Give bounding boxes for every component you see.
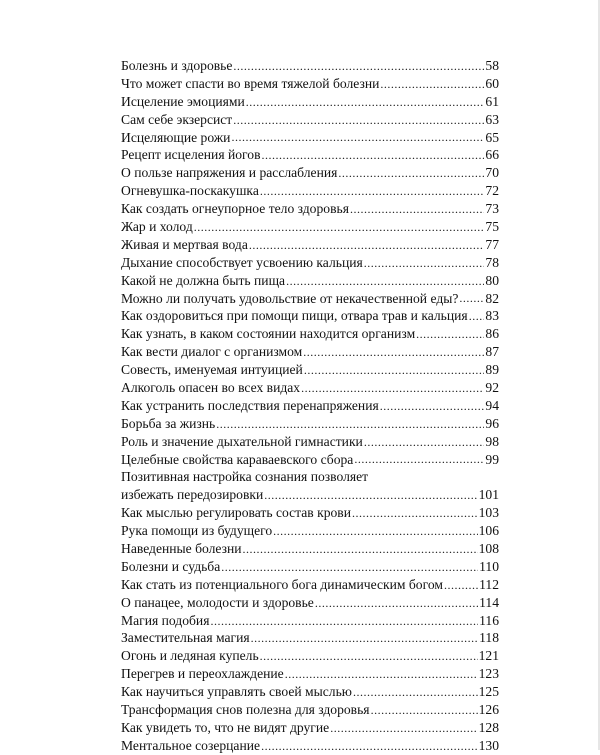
toc-entry-page: 77 [485, 236, 499, 252]
toc-entry-page: 128 [478, 719, 499, 735]
dot-leader [301, 381, 484, 397]
toc-entry-title: Как вести диалог с организмом [121, 344, 303, 360]
toc-entry-page: 72 [485, 183, 499, 199]
toc-entry-title: О пользе напряжения и расслабления [121, 165, 338, 181]
toc-entry[interactable] [121, 594, 499, 612]
toc-entry[interactable] [121, 254, 499, 272]
toc-entry-page: 114 [479, 594, 499, 610]
toc-entry-title: Дыхание способствует усвоению кальция [121, 254, 363, 270]
dot-leader [444, 578, 478, 594]
toc-entry[interactable] [121, 146, 499, 164]
toc-entry-page: 65 [485, 129, 499, 145]
toc-entry-page: 83 [485, 308, 499, 324]
toc-list-part2 [121, 504, 499, 754]
dot-leader [315, 596, 478, 612]
toc-entry[interactable] [121, 433, 499, 451]
dot-leader [364, 256, 485, 272]
toc-entry-page: 89 [485, 362, 499, 378]
toc-entry-page: 63 [485, 111, 499, 127]
toc-entry-title: Заместительная магия [121, 630, 250, 646]
toc-entry-title: О панацее, молодости и здоровье [121, 594, 314, 610]
dot-leader [264, 488, 477, 504]
dot-leader [380, 399, 485, 415]
toc-entry-title: Жар и холод [121, 219, 193, 234]
toc-entry[interactable] [121, 290, 499, 308]
toc-entry[interactable] [121, 719, 499, 737]
toc-entry-page: 87 [485, 344, 499, 360]
dot-leader [354, 452, 484, 468]
toc-entry[interactable] [121, 683, 499, 701]
toc-entry-title: Огневушка-поскакушка [121, 183, 259, 199]
toc-entry-page: 80 [485, 272, 499, 288]
toc-entry-title: Совесть, именуемая интуицией [121, 362, 303, 378]
toc-entry-title: Как мыслью регулировать состав крови [121, 505, 351, 521]
toc-entry[interactable] [121, 665, 499, 683]
toc-entry-title: Роль и значение дыхательной гимнастики [121, 433, 363, 449]
toc-entry-title: Наведенные болезни [121, 541, 242, 557]
toc-entry[interactable] [121, 630, 499, 648]
toc-entry-title-line2: избежать передозировки [121, 487, 264, 503]
dot-leader [233, 59, 484, 75]
toc-entry[interactable] [121, 522, 499, 540]
toc-entry-page: 96 [485, 415, 499, 431]
dot-leader [330, 721, 477, 737]
dot-leader [469, 309, 485, 325]
toc-entry-page: 94 [485, 397, 499, 413]
table-of-contents [121, 57, 499, 755]
toc-entry-page: 98 [485, 433, 499, 449]
toc-entry[interactable] [121, 111, 499, 129]
dot-leader [371, 703, 478, 719]
toc-entry-title: Болезнь и здоровье [121, 57, 233, 73]
toc-entry[interactable] [121, 57, 499, 75]
toc-entry-page: 58 [485, 57, 499, 73]
toc-entry-title: Как узнать, в каком состоянии находится организм [121, 326, 416, 342]
toc-entry[interactable] [121, 343, 499, 361]
toc-entry-title: Исцеляющие рожи [121, 129, 231, 145]
toc-entry-title: Рецепт исцеления йогов [121, 147, 261, 163]
toc-entry-title: Борьба за жизнь [121, 415, 216, 431]
toc-entry-page: 82 [485, 290, 499, 306]
toc-entry-page: 110 [479, 558, 499, 574]
toc-entry[interactable] [121, 647, 499, 665]
dot-leader [246, 95, 485, 111]
toc-entry[interactable] [121, 468, 499, 504]
dot-leader [216, 417, 484, 433]
toc-entry[interactable] [121, 218, 499, 236]
dot-leader [260, 184, 485, 200]
toc-entry[interactable] [121, 200, 499, 218]
toc-entry[interactable] [121, 325, 499, 343]
toc-entry-page: 101 [478, 487, 499, 503]
dot-leader [261, 739, 478, 755]
toc-entry-title: Трансформация снов полезна для здоровья [121, 702, 370, 718]
dot-leader [338, 166, 484, 182]
toc-entry-page: 66 [485, 147, 499, 163]
dot-leader [243, 542, 478, 558]
dot-leader [416, 327, 484, 343]
toc-entry-page: 130 [478, 737, 499, 753]
toc-entry-title: Как увидеть то, что не видят другие [121, 719, 330, 735]
toc-entry-page: 121 [478, 648, 499, 664]
toc-entry-page: 123 [478, 666, 499, 682]
toc-entry-page: 103 [478, 505, 499, 521]
toc-entry-title: Перегрев и переохлаждение [121, 666, 284, 682]
toc-entry[interactable] [121, 612, 499, 630]
dot-leader [273, 524, 477, 540]
dot-leader [221, 560, 478, 576]
toc-entry[interactable] [121, 576, 499, 594]
dot-leader [353, 685, 478, 701]
toc-entry[interactable] [121, 236, 499, 254]
dot-leader [304, 363, 485, 379]
toc-entry[interactable] [121, 379, 499, 397]
toc-entry[interactable] [121, 164, 499, 182]
toc-entry-page: 125 [478, 684, 499, 700]
toc-entry-title: Ментальное созерцание [121, 737, 261, 753]
toc-entry-title: Магия подобия [121, 612, 210, 628]
toc-entry-title: Рука помощи из будущего [121, 523, 273, 539]
dot-leader [285, 667, 478, 683]
toc-entry-title: Как оздоровиться при помощи пищи, отвара трав и кальция [121, 308, 468, 324]
dot-leader [249, 238, 485, 254]
toc-entry-page: 118 [479, 630, 499, 646]
toc-entry-title: Какой не должна быть пища [121, 272, 286, 288]
toc-entry[interactable] [121, 397, 499, 415]
toc-entry-page: 106 [478, 523, 499, 539]
toc-entry[interactable] [121, 540, 499, 558]
toc-entry-page: 86 [485, 326, 499, 342]
toc-entry-page: 126 [478, 702, 499, 718]
dot-leader [262, 148, 485, 164]
toc-entry-page: 108 [478, 541, 499, 557]
toc-entry[interactable] [121, 451, 499, 469]
toc-entry-title: Как устранить последствия перенапряжения [121, 397, 379, 413]
toc-entry[interactable] [121, 93, 499, 111]
toc-entry-title: Что может спасти во время тяжелой болезни [121, 75, 380, 91]
dot-leader [459, 291, 484, 307]
toc-entry-page: 61 [485, 93, 499, 109]
dot-leader [260, 649, 478, 665]
toc-entry-title: Болезни и судьба [121, 558, 221, 574]
toc-entry-title: Исцеление эмоциями [121, 93, 245, 109]
dot-leader [251, 631, 478, 647]
toc-entry-page: 70 [485, 165, 499, 181]
toc-entry[interactable] [121, 558, 499, 576]
toc-entry[interactable] [121, 75, 499, 93]
dot-leader [210, 614, 478, 630]
dot-leader [352, 506, 478, 522]
toc-list-part1 [121, 57, 499, 468]
dot-leader [350, 202, 484, 218]
toc-entry[interactable] [121, 129, 499, 147]
dot-leader [233, 113, 484, 129]
toc-entry-title: Живая и мертвая вода [121, 236, 248, 252]
toc-entry[interactable] [121, 272, 499, 290]
dot-leader [231, 130, 484, 146]
dot-leader [286, 274, 484, 290]
toc-entry[interactable] [121, 701, 499, 719]
dot-leader [194, 220, 485, 236]
toc-entry-page: 92 [485, 380, 499, 396]
toc-entry-title: Алкоголь опасен во всех видах [121, 380, 301, 396]
toc-entry[interactable] [121, 737, 499, 755]
toc-entry-page: 78 [485, 254, 499, 270]
toc-entry-title: Огонь и ледяная купель [121, 648, 259, 664]
toc-entry[interactable] [121, 182, 499, 200]
toc-entry-page: 116 [479, 612, 499, 628]
toc-entry-title: Как научиться управлять своей мыслью [121, 684, 352, 700]
toc-entry-title: Как создать огнеупорное тело здоровья [121, 201, 349, 217]
toc-entry-page: 75 [485, 219, 499, 234]
dot-leader [303, 345, 484, 361]
toc-entry[interactable] [121, 415, 499, 433]
toc-entry-page: 73 [485, 201, 499, 217]
dot-leader [380, 77, 484, 93]
toc-entry[interactable] [121, 504, 499, 522]
dot-leader [364, 435, 485, 451]
toc-entry-title: Целебные свойства караваевского сбора [121, 451, 354, 467]
toc-entry-title: Как стать из потенциального бога динамическим богом [121, 576, 443, 592]
toc-entry-page: 99 [485, 451, 499, 467]
toc-entry-title: Можно ли получать удовольствие от некачественной еды? [121, 290, 459, 306]
toc-entry-title: Сам себе экзерсист [121, 111, 233, 127]
toc-entry-title-line1: Позитивная настройка сознания позволяет [121, 469, 369, 485]
toc-entry[interactable] [121, 361, 499, 379]
toc-entry-page: 60 [485, 75, 499, 91]
toc-entry-page: 112 [479, 576, 499, 592]
toc-entry[interactable] [121, 307, 499, 325]
